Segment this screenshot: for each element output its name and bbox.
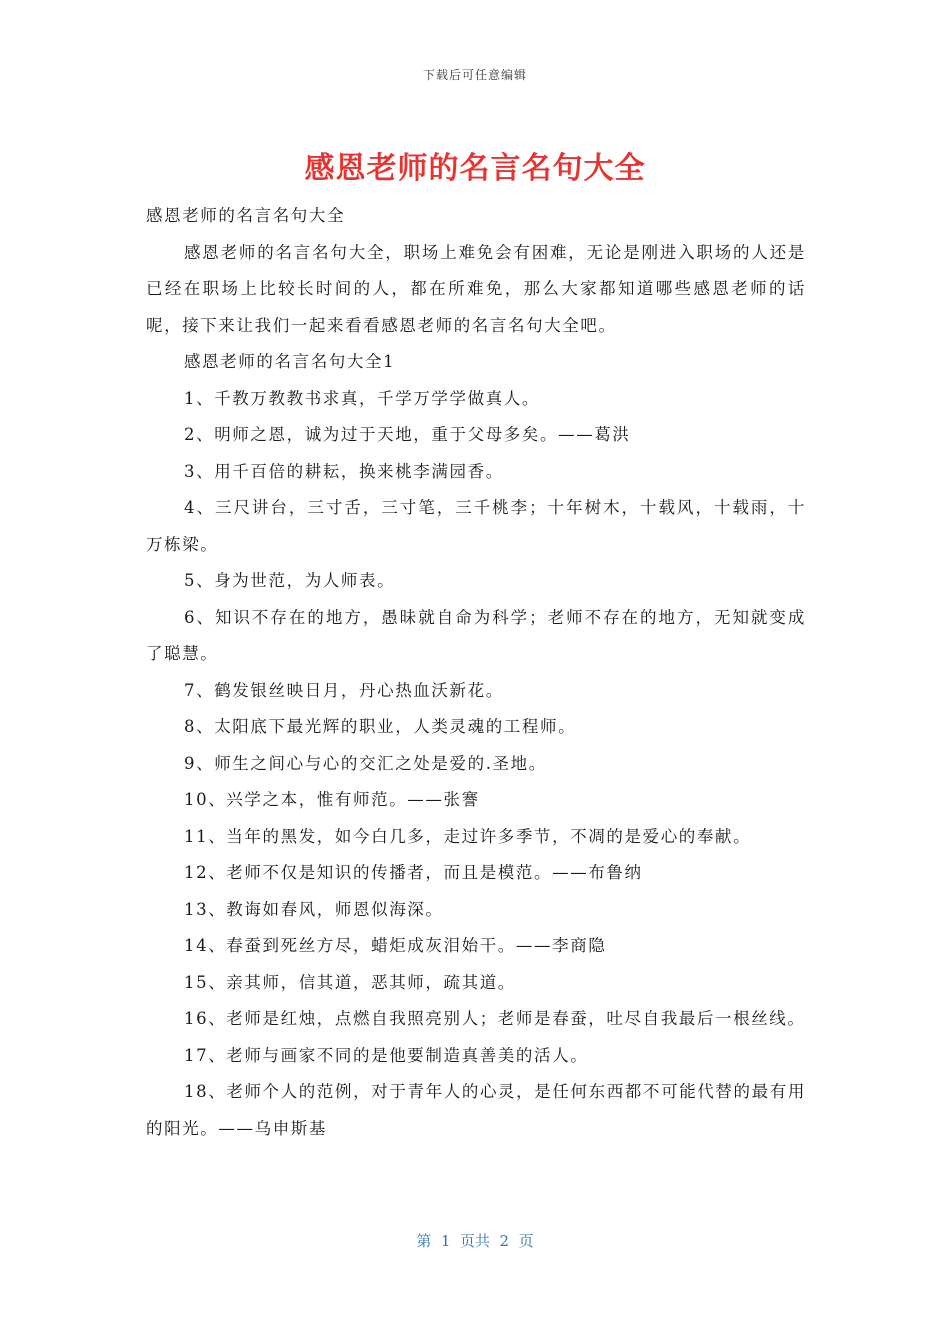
document-subtitle: 感恩老师的名言名句大全 xyxy=(146,206,346,225)
quote-item: 11、当年的黑发，如今白几多，走过许多季节，不凋的是爱心的奉献。 xyxy=(184,826,752,846)
quote-item: 2、明师之恩，诚为过于天地，重于父母多矣。——葛洪 xyxy=(184,425,631,444)
quote-item: 3、用千百倍的耕耘，换来桃李满园香。 xyxy=(184,461,504,481)
quote-item: 1、千教万教教书求真，千学万学学做真人。 xyxy=(184,388,540,408)
quote-item: 15、亲其师，信其道，恶其师，疏其道。 xyxy=(184,972,516,992)
quote-item: 4、三尺讲台，三寸舌，三寸笔，三千桃李；十年树木，十载风，十载雨，十万栋梁。 xyxy=(146,498,806,554)
quote-item: 6、知识不存在的地方，愚昧就自命为科学；老师不存在的地方，无知就变成了聪慧。 xyxy=(146,607,806,663)
page-number: 第 1 页共 2 页 xyxy=(416,1232,534,1250)
quote-item: 9、师生之间心与心的交汇之处是爱的.圣地。 xyxy=(184,753,547,773)
quote-item: 12、老师不仅是知识的传播者，而且是模范。——布鲁纳 xyxy=(184,863,643,882)
quote-item: 17、老师与画家不同的是他要制造真善美的活人。 xyxy=(184,1045,589,1065)
quote-item: 18、老师个人的范例，对于青年人的心灵，是任何东西都不可能代替的最有用的阳光。——乌申斯基 xyxy=(146,1082,806,1138)
document-body xyxy=(146,198,806,1147)
quote-item: 8、太阳底下最光辉的职业，人类灵魂的工程师。 xyxy=(184,717,577,736)
intro-paragraph: 感恩老师的名言名句大全，职场上难免会有困难，无论是刚进入职场的人还是已经在职场上比较长时间的人，都在所难免，那么大家都知道哪些感恩老师的话呢，接下来让我们一起来看看感恩老师的名言名句大全吧。 xyxy=(146,242,806,335)
document-title: 感恩老师的名言名句大全 xyxy=(304,151,646,186)
section-heading: 感恩老师的名言名句大全1 xyxy=(184,352,396,371)
quote-item: 16、老师是红烛，点燃自我照亮别人；老师是春蚕，吐尽自我最后一根丝线。 xyxy=(184,1009,806,1028)
header-note: 下载后可任意编辑 xyxy=(422,68,527,82)
quote-list xyxy=(146,381,806,1148)
quote-item: 5、身为世范，为人师表。 xyxy=(184,571,396,590)
quote-item: 7、鹤发银丝映日月，丹心热血沃新花。 xyxy=(184,680,504,700)
quote-item: 13、教诲如春风，师恩似海深。 xyxy=(184,899,444,919)
quote-item: 14、春蚕到死丝方尽，蜡炬成灰泪始干。——李商隐 xyxy=(184,936,607,955)
quote-item: 10、兴学之本，惟有师范。——张謇 xyxy=(184,790,480,809)
